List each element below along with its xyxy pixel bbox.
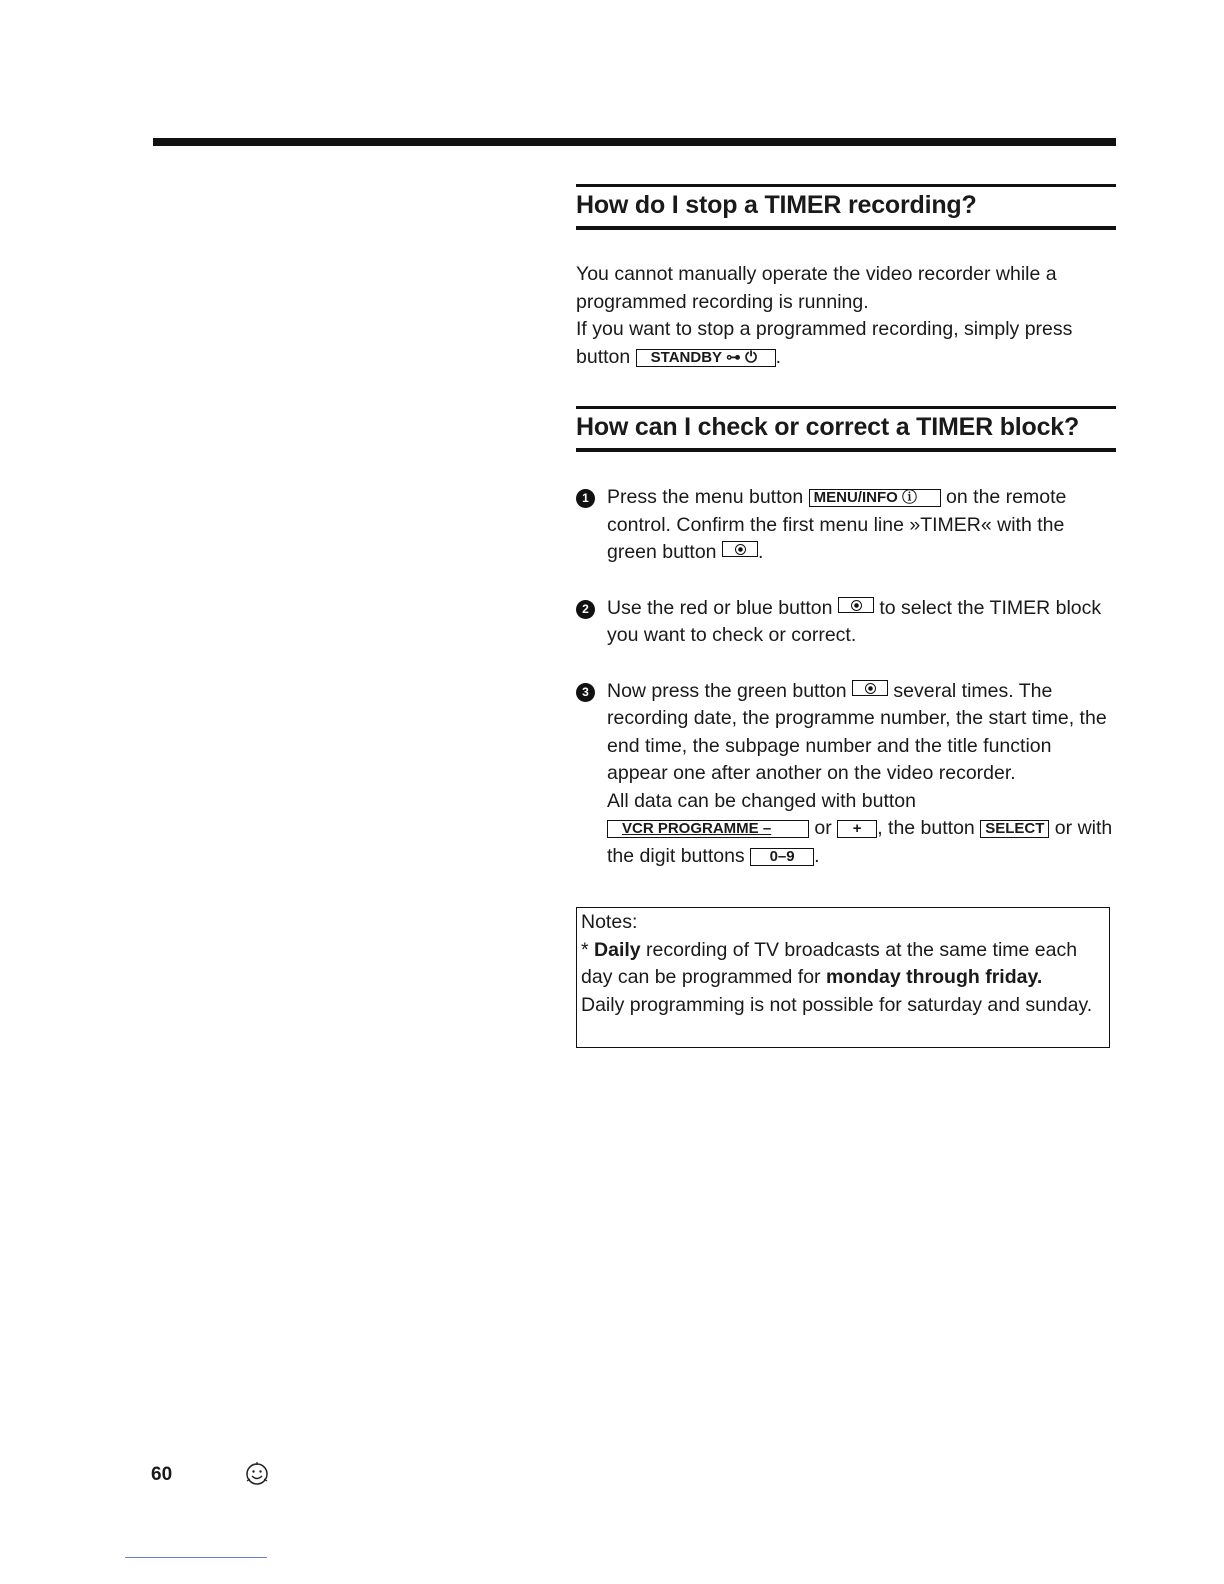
text-line: You cannot manually operate the video recorder while a xyxy=(576,263,1057,285)
notes-weekday-bold: monday through friday. xyxy=(825,966,1043,988)
notes-bullet: * xyxy=(581,938,589,961)
heading-block xyxy=(576,406,1116,452)
step-text: or xyxy=(814,817,832,839)
heading-block xyxy=(576,184,1116,230)
notes-text: recording of TV broadcasts at the same time each day can be programmed for xyxy=(581,938,1078,988)
top-rule xyxy=(153,138,1116,146)
step-text: several times. The recording date, the programme number, the start time, the end time, the subpage number and the title function appear one after another on the video recorder. xyxy=(607,679,1107,784)
text-line: programmed recording is running. xyxy=(576,290,869,313)
notes-daily-bold: Daily xyxy=(594,938,641,961)
green-button-icon xyxy=(852,680,888,696)
smiley-logo-icon xyxy=(242,1459,272,1489)
notes-title: Notes: xyxy=(581,911,638,933)
text-line: If you want to stop a programmed recording, simply press xyxy=(576,318,1073,340)
notes-text: Daily programming is not possible for saturday and sunday. xyxy=(581,993,1093,1016)
step-text: Press the menu button xyxy=(607,486,804,508)
step-text: , the button xyxy=(877,817,975,839)
step-3 xyxy=(576,678,1116,871)
step-text: with the digit buttons xyxy=(607,817,1113,867)
section-body xyxy=(576,261,1116,371)
bottom-link-line xyxy=(125,1557,267,1558)
section-heading: How do I stop a TIMER recording? xyxy=(576,191,977,219)
step-2 xyxy=(576,595,1116,650)
red-blue-button-icon xyxy=(838,597,874,613)
step-text: Now press the green button xyxy=(607,679,847,702)
step-text: Use the red or blue button xyxy=(607,596,833,619)
step-text: to select the TIMER block you want to check or correct. xyxy=(607,596,1102,646)
section-heading: How can I check or correct a TIMER block? xyxy=(576,413,1080,441)
step-text: or xyxy=(1054,817,1073,839)
plus-key: + xyxy=(837,820,877,838)
step-number-icon: 1 xyxy=(576,489,595,508)
green-button-icon xyxy=(722,541,758,557)
page-number: 60 xyxy=(151,1464,173,1485)
select-key: SELECT xyxy=(980,820,1049,838)
section-check-timer xyxy=(576,406,1116,870)
step-text: All data can be changed with button xyxy=(607,789,916,812)
step-1 xyxy=(576,484,1116,567)
step-text: . xyxy=(814,844,820,867)
notes-box xyxy=(576,907,1110,1048)
text-punct: . xyxy=(775,345,782,368)
menu-info-key: MENU/INFO ⓘ xyxy=(809,489,941,507)
section-stop-timer xyxy=(576,184,1116,371)
step-number-icon: 2 xyxy=(576,600,595,619)
digit-keys: 0–9 xyxy=(750,848,814,866)
vcr-programme-key: VCR PROGRAMME – xyxy=(607,820,809,838)
standby-key: STANDBY ⊶ ⏻ xyxy=(636,349,776,367)
text-line: button xyxy=(576,345,631,368)
step-number-icon: 3 xyxy=(576,683,595,702)
step-text: on the remote control. Confirm the first menu line »TIMER« with the green button xyxy=(607,486,1067,563)
step-text: . xyxy=(757,541,764,563)
